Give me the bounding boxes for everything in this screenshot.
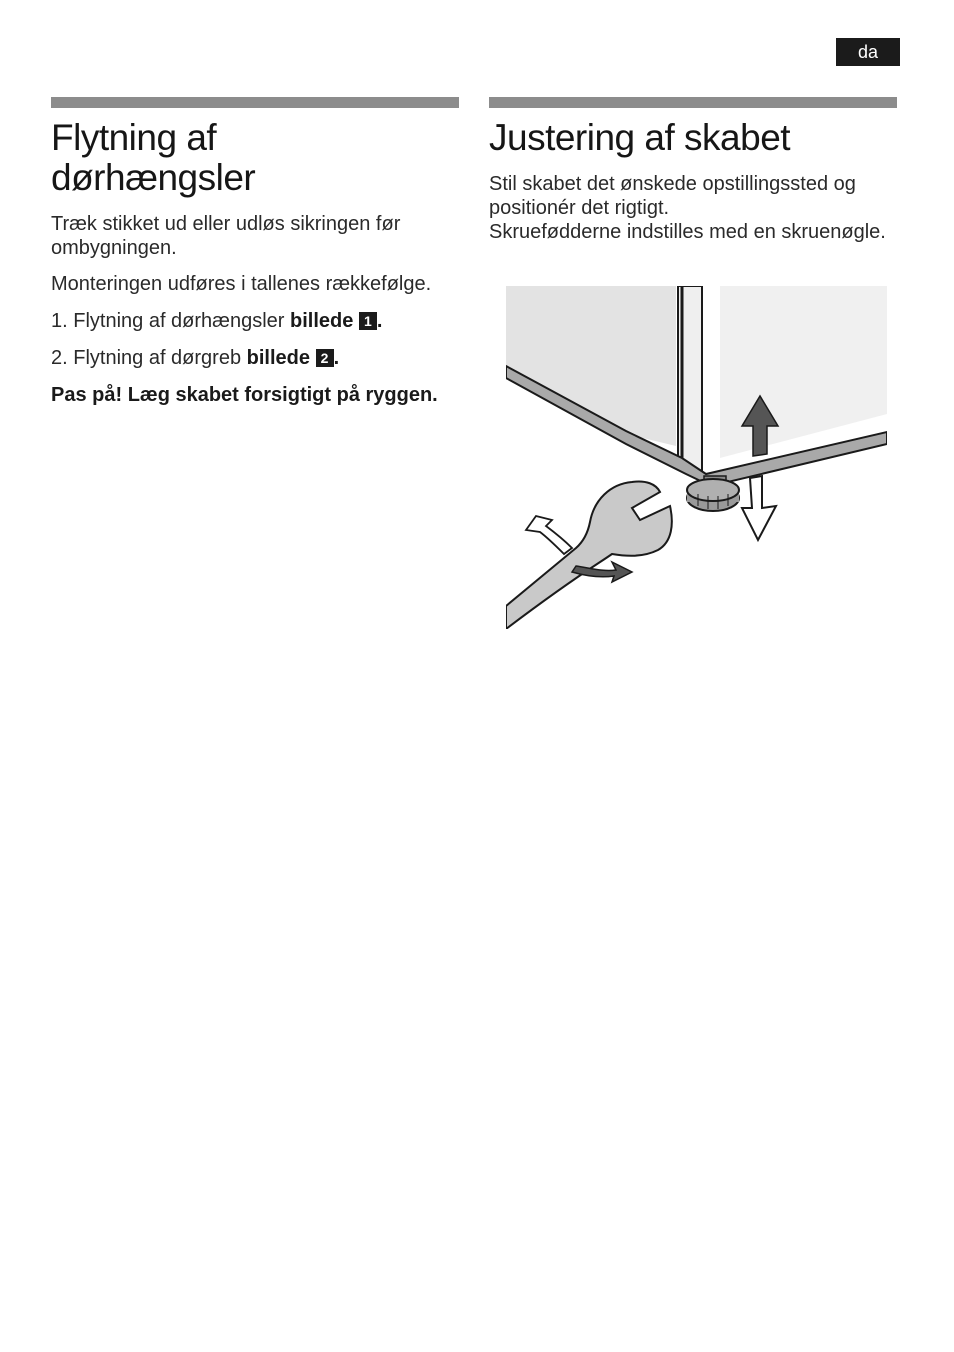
rotate-arrow-white-icon bbox=[526, 516, 572, 554]
section-rule bbox=[489, 97, 897, 108]
screw-foot bbox=[687, 476, 739, 511]
step-figure-label: billede bbox=[290, 310, 354, 332]
section-title: Justering af skabet bbox=[489, 117, 791, 158]
arrow-down-icon bbox=[742, 476, 776, 540]
intro-line-1: Stil skabet det ønskede opstillingssted og positionér det rigtigt. bbox=[489, 173, 856, 219]
step-text: 1. Flytning af dørhængsler bbox=[51, 310, 290, 332]
figure-number-badge: 2 bbox=[316, 349, 334, 367]
section-adjust-cabinet bbox=[489, 97, 897, 244]
section-title: Flytning af dørhængsler bbox=[51, 117, 256, 198]
step-figure-label: billede bbox=[246, 347, 311, 369]
section-door-hinges bbox=[51, 97, 459, 407]
paragraph-unplug: Træk stikket ud eller udløs sikringen før ombygningen. bbox=[51, 213, 401, 259]
step-2 bbox=[51, 346, 459, 370]
step-end: . bbox=[333, 347, 340, 369]
section-rule bbox=[51, 97, 459, 108]
adjustment-illustration bbox=[506, 286, 887, 629]
language-badge: da bbox=[836, 38, 900, 66]
wrench-icon bbox=[506, 481, 672, 629]
figure-number-badge: 1 bbox=[359, 312, 377, 330]
warning-text: Pas på! Læg skabet forsigtigt på ryggen. bbox=[51, 384, 438, 406]
intro-line-2: Skruefødderne indstilles med en skruenøgle. bbox=[489, 221, 886, 243]
step-1 bbox=[51, 309, 459, 333]
step-end: . bbox=[376, 310, 383, 332]
step-text: 2. Flytning af dørgreb bbox=[51, 347, 247, 369]
paragraph-intro bbox=[489, 172, 897, 244]
cabinet-right-panel bbox=[720, 286, 887, 458]
paragraph-order: Monteringen udføres i tallenes rækkefølge. bbox=[51, 273, 432, 295]
